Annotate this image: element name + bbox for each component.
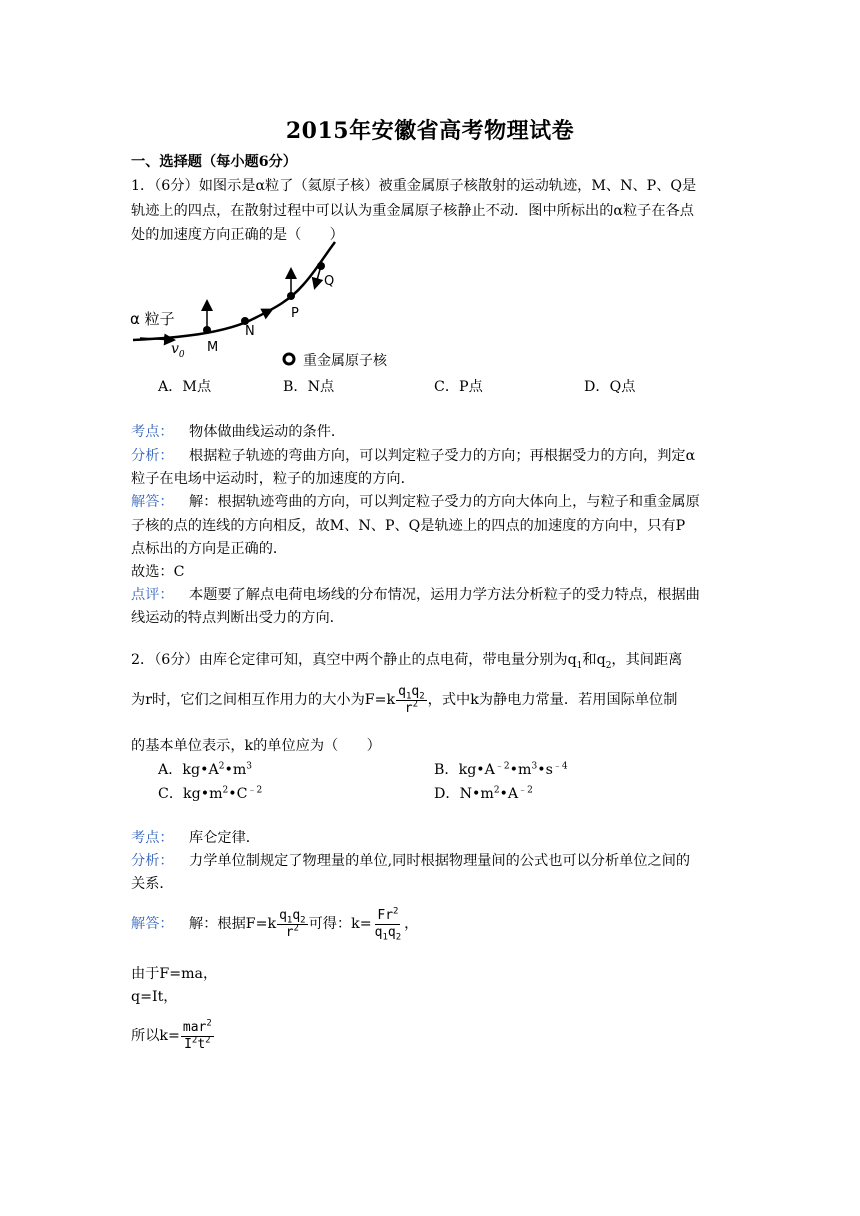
q1-stem-line: 1．（6分）如图示是α粒了（氦原子核）被重金属原子核散射的运动轨迹，M、N、P、Q是 bbox=[131, 178, 697, 194]
nucleus-icon bbox=[284, 354, 294, 364]
q2-fenxi-cont: 关系． bbox=[131, 876, 174, 892]
q2-option-c: C．$kg•m^2•C^{﹣2}$ bbox=[158, 785, 263, 802]
q2-kaodian: 考点： 库仑定律． bbox=[131, 830, 260, 846]
q2-stem-line: 为r时，它们之间相互作用力的大小为F=k $\frac{q_1q_2}{r^2}$ ，式中k为静电力常量．若用国际单位制 bbox=[131, 683, 678, 716]
label-N: N bbox=[245, 324, 255, 339]
jieda-label: 解答： bbox=[131, 916, 174, 932]
point-N-arrow bbox=[255, 310, 271, 318]
jieda-label: 解答： bbox=[131, 494, 174, 510]
q1-kaodian: 考点： 物体做曲线运动的条件． bbox=[131, 424, 346, 440]
coulomb-formula: $\frac{q_1q_2}{r^2}$ bbox=[398, 683, 425, 716]
kaodian-label: 考点： bbox=[131, 424, 174, 440]
q2-option-d: D．$N•m^2•A^{﹣2}$ bbox=[434, 785, 533, 802]
q1-dianping-cont: 线运动的特点判断出受力的方向． bbox=[131, 610, 344, 626]
q1-dianping: 点评： 本题要了解点电荷电场线的分布情况，运用力学方法分析粒子的受力特点，根据曲 bbox=[131, 587, 700, 603]
q2-stem-line: 2．（6分）由库仑定律可知，真空中两个静止的点电荷，带电量分别为$q_1$和$q_2$，其间距离 bbox=[131, 652, 683, 671]
q2-jieda: 解答： 解：根据F=k $\frac{q_1q_2}{r^2}$ 可得：k= $\frac{Fr^2}{q_1q_2}$ ， bbox=[131, 904, 418, 944]
q2-stem-line: 的基本单位表示，k的单位应为（ ） bbox=[131, 738, 381, 754]
q1-stem-line: 轨迹上的四点，在散射过程中可以认为重金属原子核静止不动．图中所标出的α粒子在各点 bbox=[131, 203, 694, 219]
q2-line-fma: 由于F=ma， bbox=[131, 966, 218, 982]
label-P: P bbox=[291, 306, 299, 321]
label-M: M bbox=[207, 340, 219, 355]
alpha-particle-label: α 粒子 bbox=[130, 310, 175, 328]
q1-fenxi: 分析： 根据粒子轨迹的弯曲方向，可以判定粒子受力的方向；再根据受力的方向，判定α bbox=[131, 448, 696, 464]
q2-line-qit: q=It， bbox=[131, 989, 178, 1005]
q1-option-c: C．P点 bbox=[434, 379, 483, 395]
v0-label: $v_0$ bbox=[171, 341, 185, 360]
nucleus-label: 重金属原子核 bbox=[303, 353, 387, 369]
coulomb-formula: $\frac{q_1q_2}{r^2}$ bbox=[279, 907, 306, 940]
q1-option-b: B．N点 bbox=[283, 379, 335, 395]
fenxi-label: 分析： bbox=[131, 448, 174, 464]
q2-line-result: 所以k= $\frac{mar^2}{I^2t^2}$ bbox=[131, 1018, 212, 1052]
q1-jieda-cont: 点标出的方向是正确的． bbox=[131, 541, 288, 557]
q2-fenxi: 分析： 力学单位制规定了物理量的单位,同时根据物理量间的公式也可以分析单位之间的 bbox=[131, 853, 691, 869]
dianping-label: 点评： bbox=[131, 587, 174, 603]
q1-option-d: D．Q点 bbox=[584, 379, 636, 395]
k-formula: $\frac{Fr^2}{q_1q_2}$ bbox=[374, 906, 402, 943]
q1-jieda-cont: 子核的点的连线的方向相反，故M、N、P、Q是轨迹上的四点的加速度的方向中，只有P bbox=[131, 518, 686, 534]
q1-fenxi-cont: 粒子在电场中运动时，粒子的加速度的方向． bbox=[131, 471, 415, 487]
fenxi-label: 分析： bbox=[131, 853, 174, 869]
kaodian-label: 考点： bbox=[131, 830, 174, 846]
q1-jieda: 解答： 解：根据轨迹弯曲的方向，可以判定粒子受力的方向大体向上，与粒子和重金属原 bbox=[131, 494, 700, 510]
q1-option-a: A．M点 bbox=[158, 379, 212, 395]
label-Q: Q bbox=[324, 274, 335, 289]
page-title: 2015年安徽省高考物理试卷 bbox=[285, 118, 575, 144]
q2-option-a: A．$kg•A^2•m^3$ bbox=[158, 761, 253, 778]
q2-option-b: B．$kg•A^{﹣2}•m^3•s^{﹣4}$ bbox=[434, 761, 568, 778]
section-heading: 一、选择题（每小题6分） bbox=[131, 154, 297, 170]
q1-answer: 故选：C bbox=[131, 564, 185, 580]
q1-stem-line: 处的加速度方向正确的是（ ） bbox=[131, 227, 344, 243]
result-formula: $\frac{mar^2}{I^2t^2}$ bbox=[182, 1018, 212, 1052]
